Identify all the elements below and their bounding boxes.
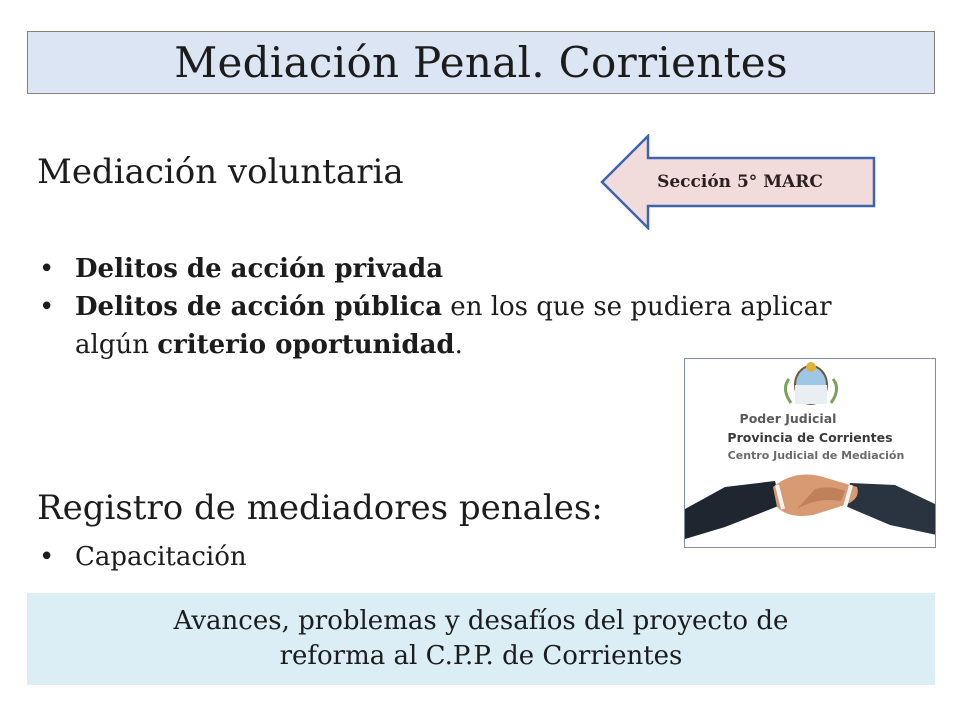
logo-line-provincia: Provincia de Corrientes	[727, 430, 893, 445]
arrow-label: Sección 5° MARC	[657, 172, 823, 192]
bullet-dot: •	[39, 542, 55, 572]
logo-line-centro: Centro Judicial de Mediación	[727, 449, 905, 462]
voluntaria-list	[37, 250, 867, 364]
registro-list	[37, 538, 247, 576]
handshake-icon	[685, 475, 936, 539]
centro-judicial-logo	[684, 358, 936, 548]
heading-mediacion-voluntaria: Mediación voluntaria	[37, 152, 404, 192]
list-item	[37, 288, 867, 364]
logo-line-poder-judicial: Poder Judicial	[739, 411, 837, 426]
bullet-dot: •	[39, 292, 55, 322]
footer-banner	[27, 593, 935, 685]
footer-line-1: Avances, problemas y desafíos del proyecto de	[173, 606, 789, 636]
title-banner	[27, 31, 935, 94]
footer-line-2: reforma al C.P.P. de Corrientes	[279, 641, 683, 671]
bullet-text: .	[454, 330, 463, 360]
slide-title: Mediación Penal. Corrientes	[174, 38, 788, 87]
bullet-bold-text: Delitos de acción pública	[75, 292, 443, 322]
bullet-text: Delitos de acción privada	[75, 254, 444, 284]
bullet-text: en los que se pudiera aplicar algún	[75, 292, 832, 360]
footer-text	[174, 604, 789, 674]
heading-registro-mediadores: Registro de mediadores penales:	[37, 488, 603, 528]
bullet-dot: •	[39, 254, 55, 284]
list-item	[37, 538, 247, 576]
list-item	[37, 250, 867, 288]
bullet-text: Capacitación	[75, 542, 247, 572]
coat-of-arms-icon	[785, 362, 836, 404]
bullet-bold-text: criterio oportunidad	[157, 330, 455, 360]
